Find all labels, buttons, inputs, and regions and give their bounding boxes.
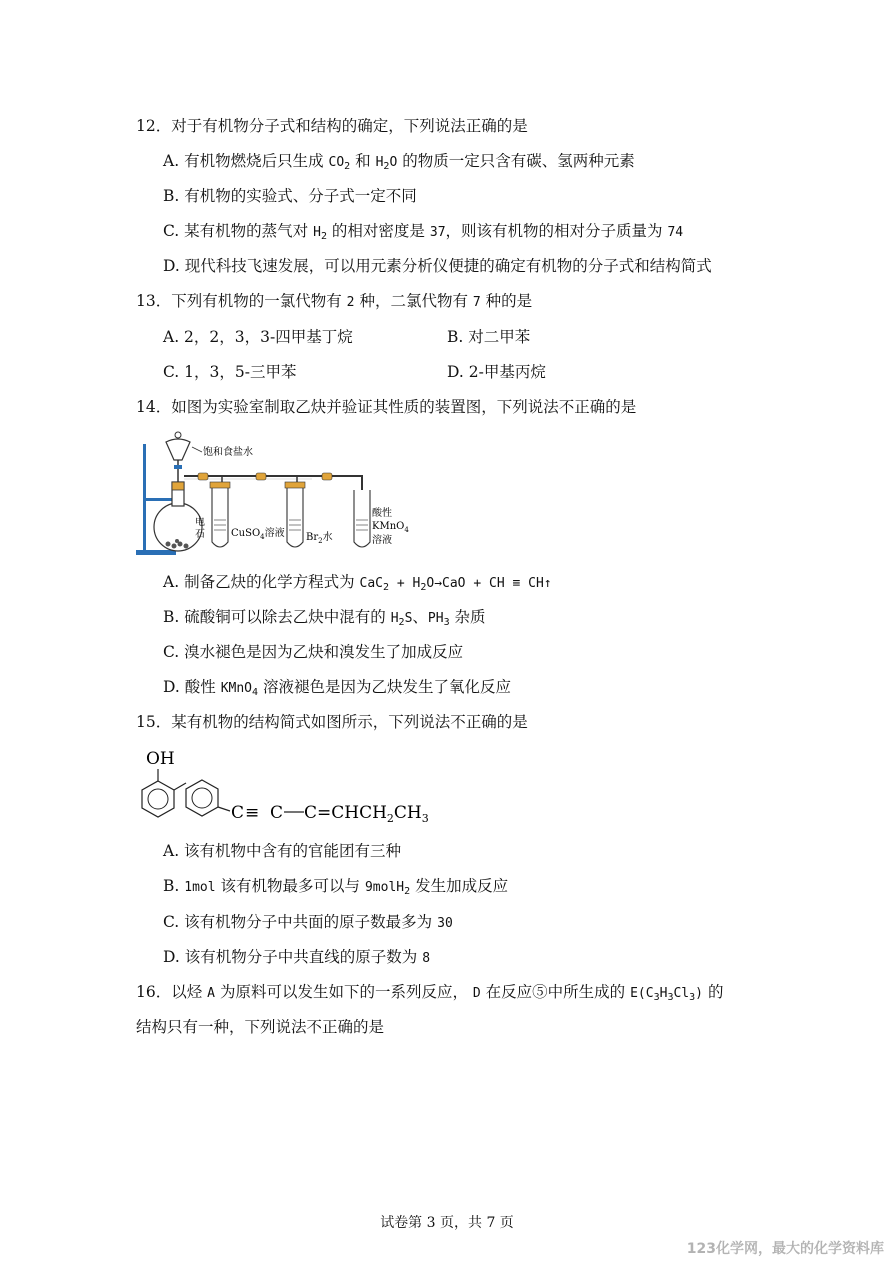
kmno4-label-2: KMnO$_4$ bbox=[372, 521, 409, 534]
alkyne-carbon-1: C bbox=[231, 803, 245, 823]
q12-stem: 12．对于有机物分子式和结构的确定，下列说法正确的是 bbox=[136, 117, 528, 135]
benzene-ring-1 bbox=[142, 781, 174, 817]
benzene-ring-2 bbox=[186, 780, 218, 816]
cuso4-label: CuSO$_4$溶液 bbox=[231, 528, 285, 541]
test-tube-br2 bbox=[287, 486, 303, 547]
carbide-label-2: 石 bbox=[195, 529, 205, 540]
q14-option-d: D. 酸性 KMnO$_4$ 溶液褪色是因为乙炔发生了氧化反应 bbox=[163, 678, 511, 698]
structural-formula bbox=[132, 744, 432, 830]
q12-option-d: D. 现代科技飞速发展，可以用元素分析仪便捷的确定有机物的分子式和结构简式 bbox=[163, 257, 712, 275]
test-tube-kmno4 bbox=[354, 490, 370, 547]
funnel-valve bbox=[174, 465, 182, 469]
q14-option-c: C. 溴水褪色是因为乙炔和溴发生了加成反应 bbox=[163, 643, 464, 661]
q16-stem-line1: 16．以烃 A 为原料可以发生如下的一系列反应， D 在反应⑤中所生成的 $E(C_3H_3Cl_3)$ 的 bbox=[136, 983, 724, 1003]
q13-option-b: B. 对二甲苯 bbox=[447, 328, 531, 346]
kmno4-label-3: 溶液 bbox=[372, 535, 392, 546]
alkyne-carbon-2: C bbox=[270, 803, 284, 823]
dropping-funnel bbox=[166, 439, 190, 460]
q15-option-c: C. 该有机物分子中共面的原子数最多为 30 bbox=[163, 913, 453, 931]
q12-option-a: A. 有机物燃烧后只生成 $CO_2$ 和 $H_2O$ 的物质一定只含有碳、氢两种元素 bbox=[163, 152, 635, 172]
alkene-chain: $C=CHCH_2CH_3$ bbox=[304, 803, 429, 825]
watermark: 123化学网，最大的化学资料库 bbox=[686, 1241, 884, 1257]
flask-stopper bbox=[172, 482, 184, 490]
q15-option-b: B. 1mol 该有机物最多可以与 9molH$_2$ 发生加成反应 bbox=[163, 877, 509, 897]
carbide-label-1: 电 bbox=[195, 517, 205, 528]
q15-stem: 15．某有机物的结构简式如图所示，下列说法不正确的是 bbox=[136, 713, 528, 731]
kmno4-label-1: 酸性 bbox=[372, 508, 392, 519]
q15-option-d: D. 该有机物分子中共直线的原子数为 8 bbox=[163, 948, 431, 966]
q13-option-d: D. 2-甲基丙烷 bbox=[447, 363, 546, 381]
hydroxyl-label: OH bbox=[146, 749, 175, 769]
q13-stem: 13．下列有机物的一氯代物有 2 种，二氯代物有 7 种的是 bbox=[136, 292, 533, 310]
test-tube-cuso4 bbox=[212, 486, 228, 547]
q13-option-c: C. 1，3，5-三甲苯 bbox=[163, 363, 297, 381]
stand-clamp bbox=[143, 498, 173, 501]
q15-option-a: A. 该有机物中含有的官能团有三种 bbox=[163, 842, 402, 860]
q14-stem: 14．如图为实验室制取乙炔并验证其性质的装置图，下列说法不正确的是 bbox=[136, 398, 637, 416]
page-footer: 试卷第 3 页，共 7 页 bbox=[380, 1215, 514, 1231]
q13-option-a: A. 2，2，3，3-四甲基丁烷 bbox=[163, 328, 353, 346]
q14-option-b: B. 硫酸铜可以除去乙炔中混有的 $H_2S$、$PH_3$ 杂质 bbox=[163, 608, 486, 628]
br2-label: $Br_2$水 bbox=[306, 532, 333, 545]
triple-bond: ≡ bbox=[245, 803, 260, 823]
q16-stem-line2: 结构只有一种，下列说法不正确的是 bbox=[136, 1018, 385, 1036]
stand-base bbox=[136, 550, 176, 555]
acetylene-apparatus-diagram bbox=[132, 430, 422, 558]
q14-option-a: A. 制备乙炔的化学方程式为 $CaC_2 + H_2O\to CaO$ + CH ≡ CH↑ bbox=[163, 573, 552, 593]
q12-option-c: C. 某有机物的蒸气对 $H_2$ 的相对密度是 37，则该有机物的相对分子质量为 74 bbox=[163, 222, 684, 242]
funnel-label: 饱和食盐水 bbox=[203, 447, 253, 458]
q12-option-b: B. 有机物的实验式、分子式一定不同 bbox=[163, 187, 417, 205]
